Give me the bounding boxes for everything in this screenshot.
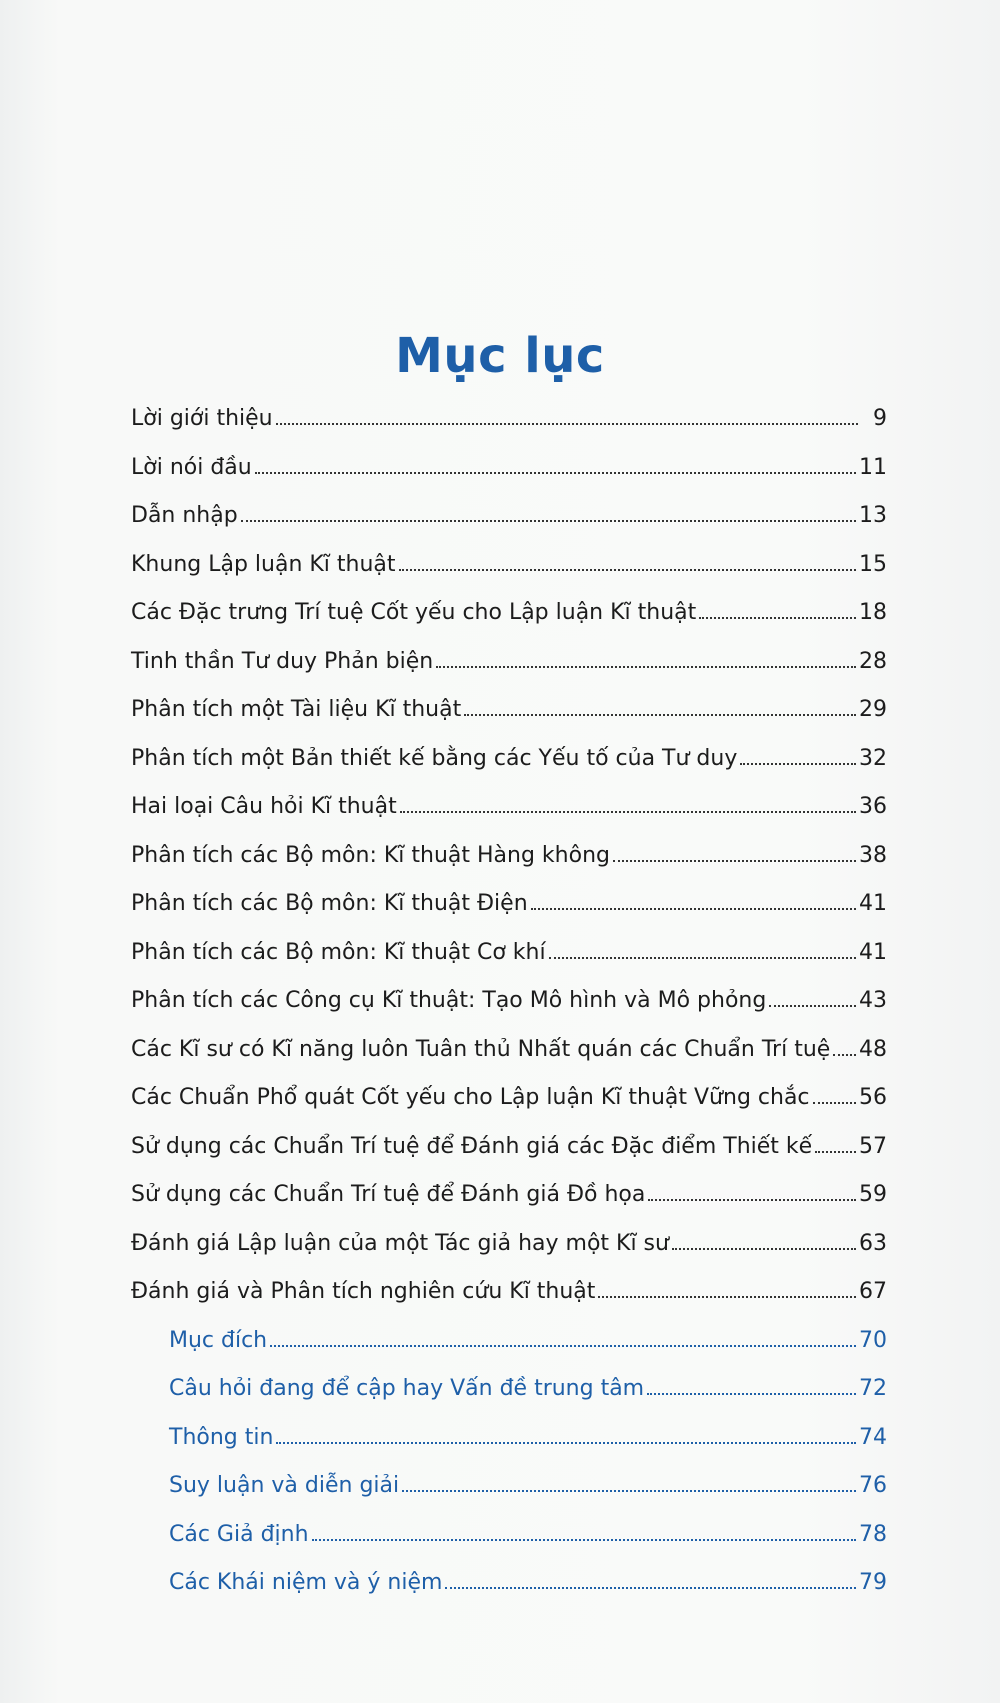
toc-entry-page: 11	[859, 454, 887, 480]
toc-entry-label: Phân tích các Bộ môn: Kĩ thuật Hàng không	[131, 842, 610, 868]
toc-entry-page: 13	[859, 503, 887, 528]
toc-entry	[131, 986, 887, 1035]
toc-entry	[131, 598, 887, 647]
toc-entry-label: Các Chuẩn Phổ quát Cốt yếu cho Lập luận Kĩ thuật Vững chắc	[131, 1085, 810, 1110]
toc-entry	[131, 501, 887, 550]
toc-subentry	[131, 1374, 887, 1423]
dot-leader	[436, 666, 856, 668]
toc-subentry-label: Thông tin	[169, 1424, 274, 1450]
toc-subentry	[131, 1520, 887, 1569]
toc-subentry-page: 70	[859, 1327, 887, 1353]
toc-subentry	[131, 1568, 887, 1617]
toc-entry-page: 43	[859, 988, 887, 1013]
toc-subentry-page: 79	[859, 1570, 887, 1595]
toc-entry-label: Lời giới thiệu	[131, 406, 273, 431]
toc-subentry-page: 74	[859, 1424, 887, 1450]
dot-leader	[549, 957, 856, 959]
dot-leader	[815, 1151, 856, 1153]
toc-entry	[131, 1132, 887, 1181]
dot-leader	[270, 1345, 856, 1347]
dot-leader	[613, 860, 856, 862]
toc-entry	[131, 841, 887, 890]
dot-leader	[648, 1199, 856, 1201]
toc-entry	[131, 695, 887, 744]
toc-entry	[131, 404, 887, 453]
toc-entry-label: Phân tích các Bộ môn: Kĩ thuật Điện	[131, 891, 528, 916]
toc-entry-page: 15	[859, 551, 887, 577]
dot-leader	[276, 1442, 856, 1444]
dot-leader	[598, 1296, 856, 1298]
dot-leader	[399, 569, 856, 571]
toc-entry	[131, 792, 887, 841]
toc-entry	[131, 1277, 887, 1326]
toc-entry-label: Phân tích một Bản thiết kế bằng các Yếu tố của Tư duy	[131, 745, 738, 771]
toc-entry-label: Sử dụng các Chuẩn Trí tuệ để Đánh giá Đồ họa	[131, 1182, 646, 1207]
dot-leader	[833, 1054, 856, 1056]
toc-entry-page: 9	[873, 406, 887, 431]
toc-entry-label: Khung Lập luận Kĩ thuật	[131, 551, 396, 577]
toc-entry-page: 59	[859, 1182, 887, 1207]
toc-subentry-page: 78	[859, 1521, 887, 1547]
toc-entry-page: 38	[859, 842, 887, 868]
toc-entry-label: Hai loại Câu hỏi Kĩ thuật	[131, 794, 397, 819]
page-title: Mục lục	[395, 328, 605, 385]
dot-leader	[255, 472, 856, 474]
toc-entry-label: Các Kĩ sư có Kĩ năng luôn Tuân thủ Nhất quán các Chuẩn Trí tuệ	[131, 1036, 831, 1062]
toc-entry-label: Đánh giá và Phân tích nghiên cứu Kĩ thuật	[131, 1279, 596, 1304]
toc-entry-page: 29	[859, 697, 887, 722]
toc-subentry-page: 72	[859, 1376, 887, 1401]
toc-subentry	[131, 1471, 887, 1520]
dot-leader	[464, 714, 856, 716]
toc-entry-label: Lời nói đầu	[131, 454, 252, 480]
toc-entry	[131, 1083, 887, 1132]
toc-entry	[131, 744, 887, 793]
toc-entry-label: Phân tích một Tài liệu Kĩ thuật	[131, 697, 462, 722]
toc-entry-label: Dẫn nhập	[131, 503, 238, 528]
toc-subentry-label: Câu hỏi đang để cập hay Vấn đề trung tâm	[169, 1376, 645, 1401]
toc-entry-label: Các Đặc trưng Trí tuệ Cốt yếu cho Lập luận Kĩ thuật	[131, 600, 697, 625]
toc-subentry-label: Các Giả định	[169, 1521, 309, 1547]
toc-subentry-page: 76	[859, 1473, 887, 1498]
toc-entry	[131, 1180, 887, 1229]
toc-entry-page: 57	[859, 1133, 887, 1159]
toc-subentry-label: Mục đích	[169, 1327, 268, 1353]
toc-entry	[131, 889, 887, 938]
toc-entry-label: Phân tích các Công cụ Kĩ thuật: Tạo Mô hình và Mô phỏng	[131, 988, 767, 1013]
dot-leader	[445, 1587, 856, 1589]
toc-entry-page: 18	[859, 600, 887, 625]
toc-entry-page: 67	[859, 1279, 887, 1304]
toc-entry	[131, 647, 887, 696]
toc-entry-page: 41	[859, 891, 887, 916]
dot-leader	[400, 811, 856, 813]
dot-leader	[769, 1005, 856, 1007]
toc-entry-label: Sử dụng các Chuẩn Trí tuệ để Đánh giá các Đặc điểm Thiết kế	[131, 1133, 813, 1159]
dot-leader	[241, 520, 856, 522]
toc-entry-page: 63	[859, 1230, 887, 1256]
toc-entry-label: Phân tích các Bộ môn: Kĩ thuật Cơ khí	[131, 939, 546, 965]
toc-entry	[131, 1035, 887, 1084]
toc-entry-label: Tinh thần Tư duy Phản biện	[131, 648, 434, 674]
toc-entry-page: 56	[859, 1085, 887, 1110]
toc-entry-page: 28	[859, 648, 887, 674]
dot-leader	[647, 1393, 856, 1395]
toc-subentry	[131, 1326, 887, 1375]
dot-leader	[813, 1102, 856, 1104]
toc-entry-page: 32	[859, 745, 887, 771]
dot-leader	[276, 423, 858, 425]
toc-subentry	[131, 1423, 887, 1472]
dot-leader	[531, 908, 856, 910]
toc-entry-label: Đánh giá Lập luận của một Tác giả hay một Kĩ sư	[131, 1230, 669, 1256]
toc-entry	[131, 550, 887, 599]
toc-subentry-label: Các Khái niệm và ý niệm	[169, 1570, 443, 1595]
toc-entry-page: 48	[859, 1036, 887, 1062]
table-of-contents	[131, 404, 887, 1617]
toc-subentry-label: Suy luận và diễn giải	[169, 1473, 400, 1498]
toc-entry	[131, 453, 887, 502]
toc-entry	[131, 1229, 887, 1278]
toc-entry-page: 41	[859, 939, 887, 965]
toc-entry	[131, 938, 887, 987]
toc-entry-page: 36	[859, 794, 887, 819]
dot-leader	[672, 1248, 856, 1250]
dot-leader	[699, 617, 856, 619]
dot-leader	[312, 1539, 856, 1541]
dot-leader	[740, 763, 856, 765]
dot-leader	[402, 1490, 856, 1492]
